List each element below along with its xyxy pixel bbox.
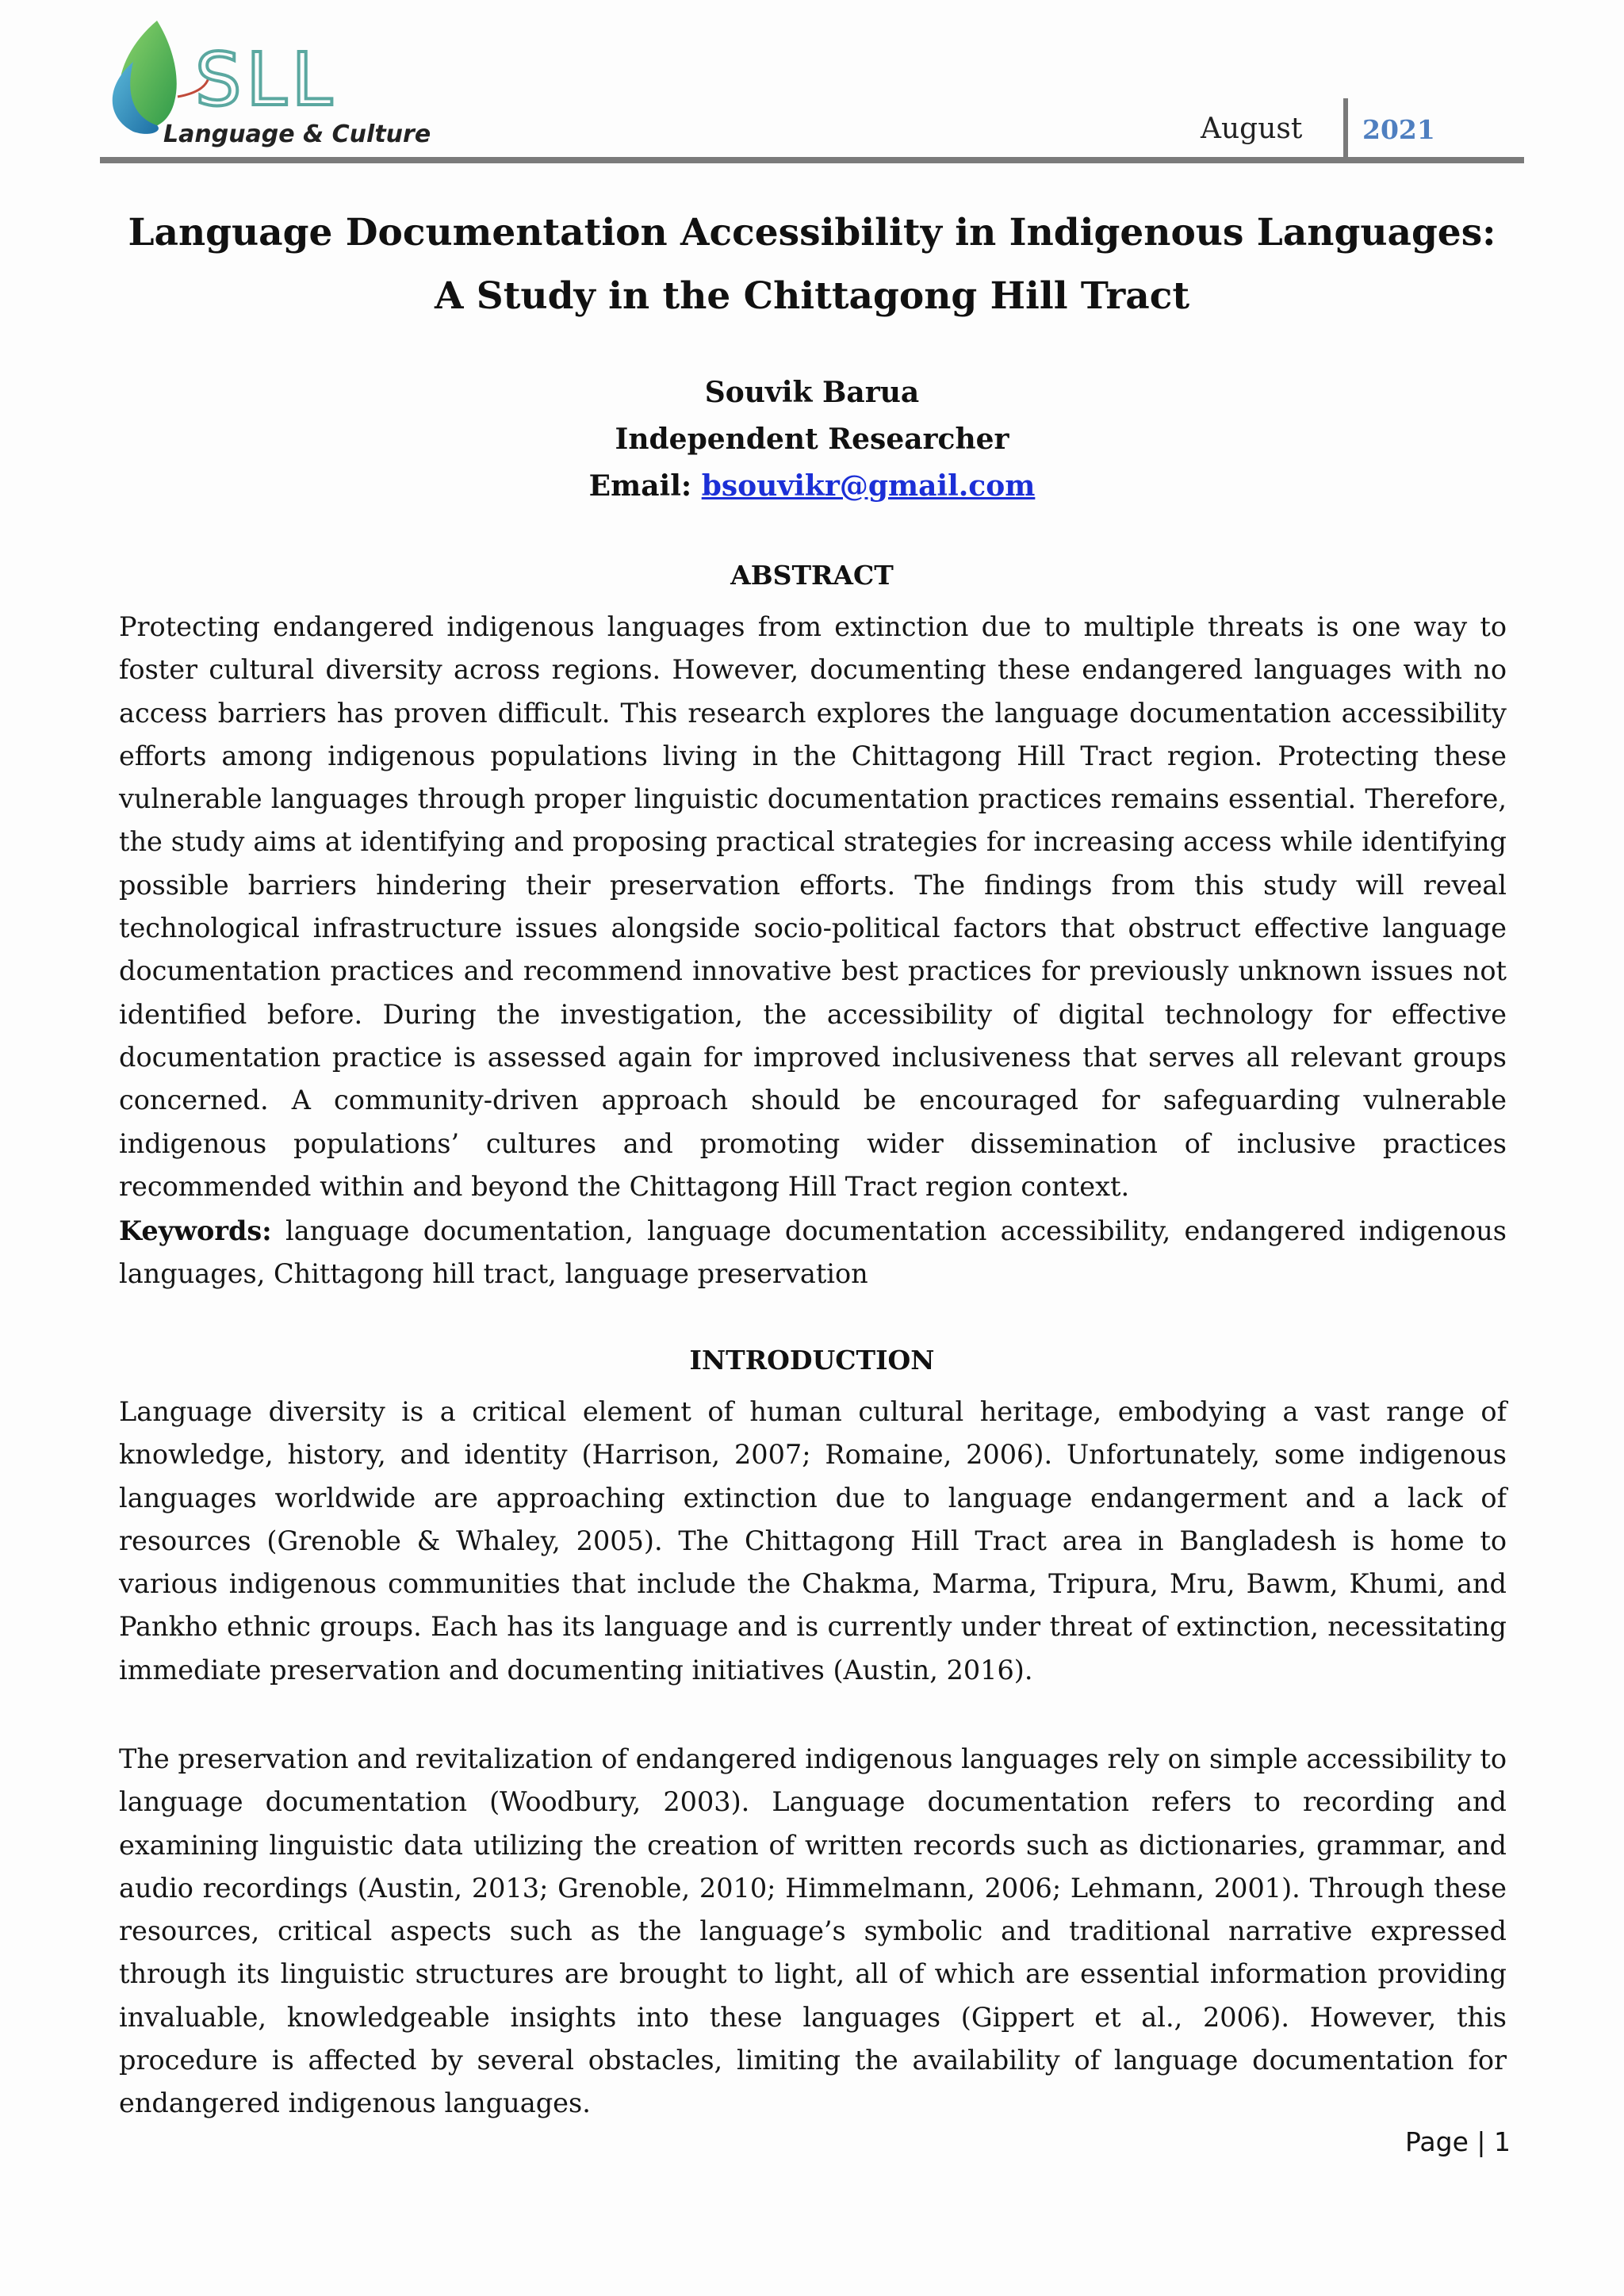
introduction-heading: INTRODUCTION [689,1345,935,1376]
page-number: Page | 1 [1405,2126,1511,2157]
author-affiliation: Independent Researcher [615,423,1009,456]
email-link[interactable]: bsouvikr@gmail.com [701,469,1036,503]
intro-paragraph-2: The preservation and revitalization of endangered indigenous languages rely on simple accessibility to language documentation (Woodbury, 2003). Language documentation refers to recording and examining linguistic data utilizing the creation of written records such as dictionaries, grammar, and audio recordings (Austin, 2013; Grenoble, 2010; Himmelmann, 2006; Lehmann, 2001). Through these resources, critical aspects such as the language’s symbolic and traditional narrative expressed through its linguistic structures are brought to light, all of which are essential information providing invaluable, knowledgeable insights into these languages (Gippert et al., 2006). However, this procedure is affected by several obstacles, limiting the availability of language documentation for endangered indigenous languages. [119,1743,1507,2119]
email-label: Email: [588,469,692,503]
header-rule [100,157,1524,163]
keywords [119,1210,1507,1296]
author-name: Souvik Barua [704,376,920,409]
header-separator [1343,98,1348,162]
logo-subtitle: Language & Culture [163,121,431,148]
intro-paragraph-1: Language diversity is a critical element of human cultural heritage, embodying a vast range of knowledge, history, and identity (Harrison, 2007; Romaine, 2006). Unfortunately, some indigenous languages worldwide are approaching extinction due to language endangerment and a lack of resources (Grenoble & Whaley, 2005). The Chittagong Hill Tract area in Bangladesh is home to various indigenous communities that include the Chakma, Marma, Tripura, Mru, Bawm, Khumi, and Pankho ethnic groups. Each has its language and is currently under threat of extinction, necessitating immediate preservation and documenting initiatives (Austin, 2016). [119,1396,1507,1686]
issue-month: August [1201,113,1303,145]
abstract-text: Protecting endangered indigenous languages from extinction due to multiple threats is one way to foster cultural diversity across regions. However, documenting these endangered languages with no access barriers has proven difficult. This research explores the language documentation accessibility efforts among indigenous populations living in the Chittagong Hill Tract region. Protecting these vulnerable languages through proper linguistic documentation practices remains essential. Therefore, the study aims at identifying and proposing practical strategies for increasing access while identifying possible barriers hindering their preservation efforts. The findings from this study will reveal technological infrastructure issues alongside socio-political factors that obstruct effective language documentation practices and recommend innovative best practices for previously unknown issues not identified before. During the investigation, the accessibility of digital technology for effective documentation practice is assessed again for improved inclusiveness that serves all relevant groups concerned. A community-driven approach should be encouraged for safeguarding vulnerable indigenous populations’ cultures and promoting wider dissemination of inclusive practices recommended within and beyond the Chittagong Hill Tract region context. [119,611,1507,1202]
paper-title: Language Documentation Accessibility in Indigenous Languages: A Study in the Chittagong Hill Tract [128,211,1496,318]
logo-sll-text: SLL [195,37,337,122]
keywords-label: Keywords: [119,1215,272,1246]
author-email-line [0,469,1624,503]
abstract-heading: ABSTRACT [730,560,894,591]
issue-year: 2021 [1362,114,1435,145]
keywords-text: language documentation, language documentation accessibility, endangered indigenous languages, Chittagong hill tract, language preservation [119,1215,1507,1290]
